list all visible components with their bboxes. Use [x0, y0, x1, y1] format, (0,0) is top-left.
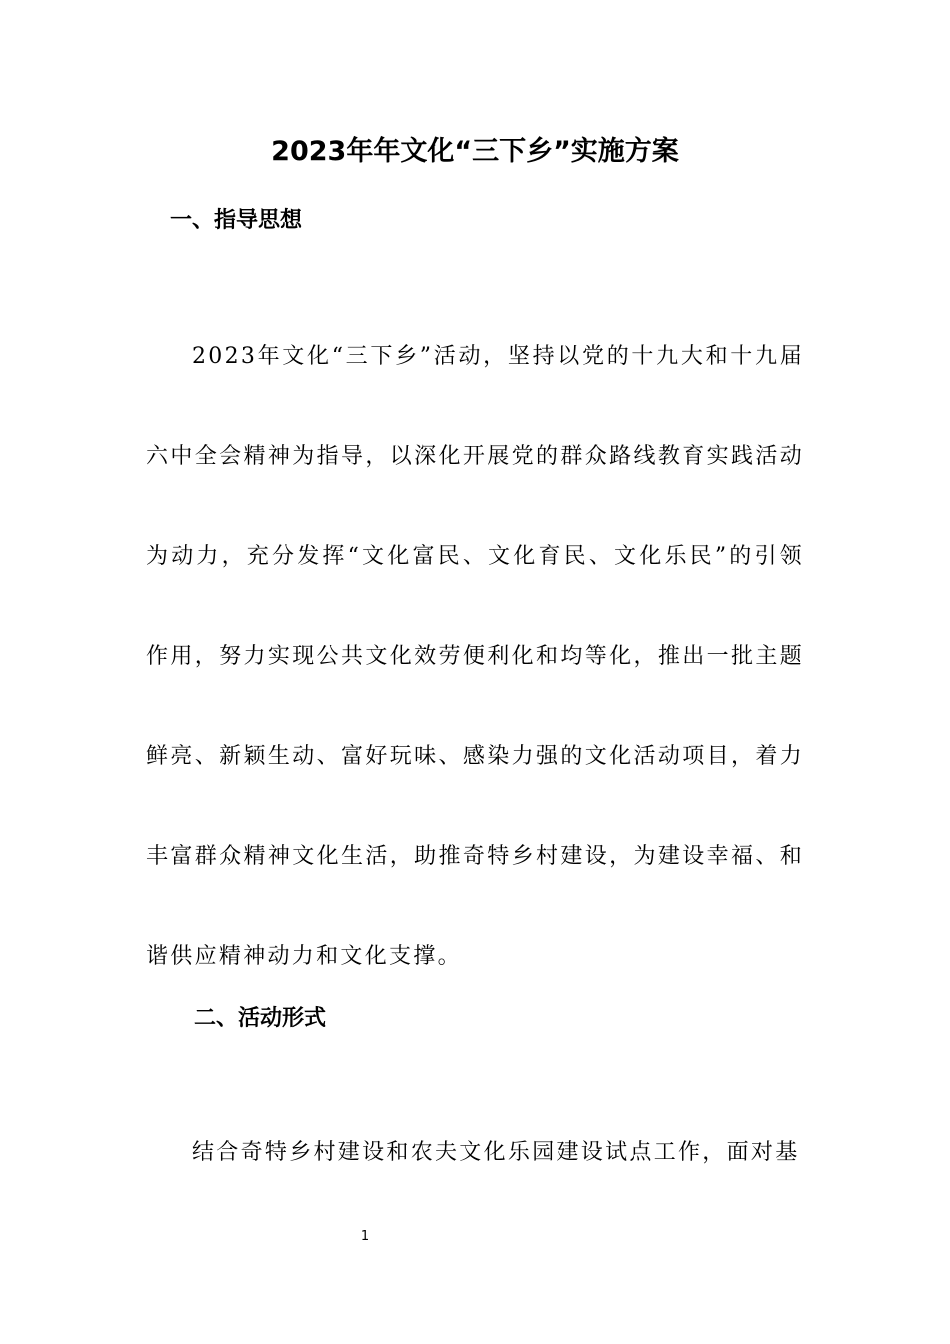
- section-heading-activity-form: 二、活动形式: [194, 1005, 327, 1031]
- section-paragraph-activity-form: 结合奇特乡村建设和农夫文化乐园建设试点工作，面对基: [192, 1140, 800, 1165]
- page-number: 1: [360, 1229, 370, 1244]
- document-title: 2023年年文化“三下乡”实施方案: [271, 136, 679, 167]
- section-paragraph-guiding-ideology: 2023年文化“三下乡”活动，坚持以党的十九大和十九届六中全会精神为指导，以深化开展党的群众路线教育实践活动为动力，充分发挥“文化富民、文化育民、文化乐民”的引领作用，努力实现公共文化效劳便利化和均等化，推出一批主题鲜亮、新颖生动、富好玩味、感染力强的文化活动项目，着力丰富群众精神文化生活，助推奇特乡村建设，为建设幸福、和谐供应精神动力和文化支撑。: [146, 344, 804, 969]
- section-heading-guiding-ideology: 一、指导思想: [170, 207, 303, 233]
